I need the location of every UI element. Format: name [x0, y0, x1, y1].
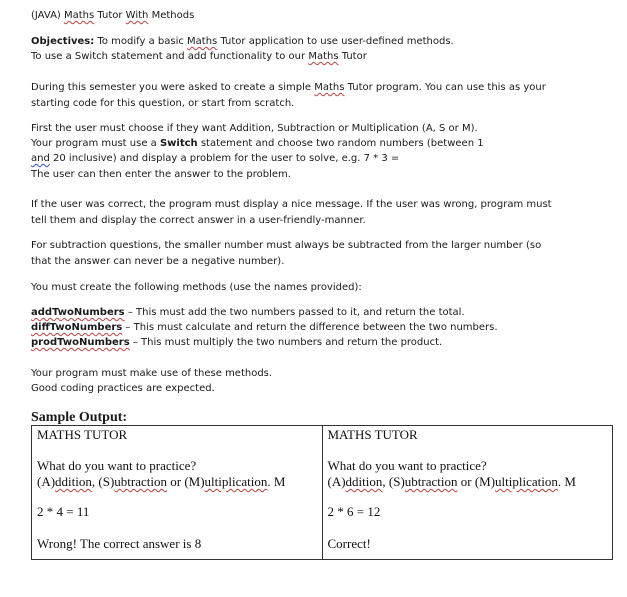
feedback-line-2: tell them and display the correct answer in a user-friendly-manner.	[31, 215, 366, 226]
right-prompt: What do you want to practice?	[327, 458, 487, 473]
requirements-line-2: Good coding practices are expected.	[31, 383, 215, 394]
methods-intro: You must create the following methods (use the names provided):	[31, 282, 362, 293]
instructions-line-4: The user can then enter the answer to the problem.	[31, 169, 291, 180]
sample-left-cell	[32, 426, 323, 560]
intro-line-1: During this semester you were asked to create a simple Maths Tutor program. You can use this as your	[31, 82, 546, 93]
feedback-line-1: If the user was correct, the program must display a nice message. If the user was wrong, program must	[31, 199, 552, 210]
document-title: (JAVA) Maths Tutor With Methods	[31, 10, 195, 21]
subtraction-line-1: For subtraction questions, the smaller number must always be subtracted from the larger number (so	[31, 240, 542, 251]
sample-output-table	[31, 425, 613, 560]
instructions-line-1: First the user must choose if they want Addition, Subtraction or Multiplication (A, S or M).	[31, 123, 478, 134]
method-diff: diffTwoNumbers – This must calculate and return the difference between the two numbers.	[31, 322, 498, 333]
left-result: Wrong! The correct answer is 8	[37, 536, 202, 551]
left-options: (A)ddition, (S)ubtraction or (M)ultiplication. M	[37, 474, 286, 489]
intro-line-2: starting code for this question, or start from scratch.	[31, 98, 295, 109]
left-problem: 2 * 4 = 11	[37, 504, 90, 519]
requirements-line-1: Your program must make use of these methods.	[31, 368, 273, 379]
method-add: addTwoNumbers – This must add the two numbers passed to it, and return the total.	[31, 307, 465, 318]
left-header: MATHS TUTOR	[37, 427, 128, 442]
right-header: MATHS TUTOR	[327, 427, 418, 442]
objectives-line-2: To use a Switch statement and add functionality to our Maths Tutor	[31, 51, 367, 62]
right-result: Correct!	[327, 536, 371, 551]
right-problem: 2 * 6 = 12	[327, 504, 381, 519]
instructions-line-3: and 20 inclusive) and display a problem for the user to solve, e.g. 7 * 3 =	[31, 153, 400, 164]
right-options: (A)ddition, (S)ubtraction or (M)ultiplication. M	[327, 474, 576, 489]
sample-output-heading: Sample Output:	[31, 410, 128, 425]
objectives-line-1: Objectives: To modify a basic Maths Tutor application to use user-defined methods.	[31, 36, 454, 47]
sample-right-cell	[322, 426, 613, 560]
left-prompt: What do you want to practice?	[37, 458, 197, 473]
subtraction-line-2: that the answer can never be a negative number).	[31, 256, 285, 267]
method-prod: prodTwoNumbers – This must multiply the two numbers and return the product.	[31, 337, 443, 348]
instructions-line-2: Your program must use a Switch statement and choose two random numbers (between 1	[31, 138, 484, 149]
